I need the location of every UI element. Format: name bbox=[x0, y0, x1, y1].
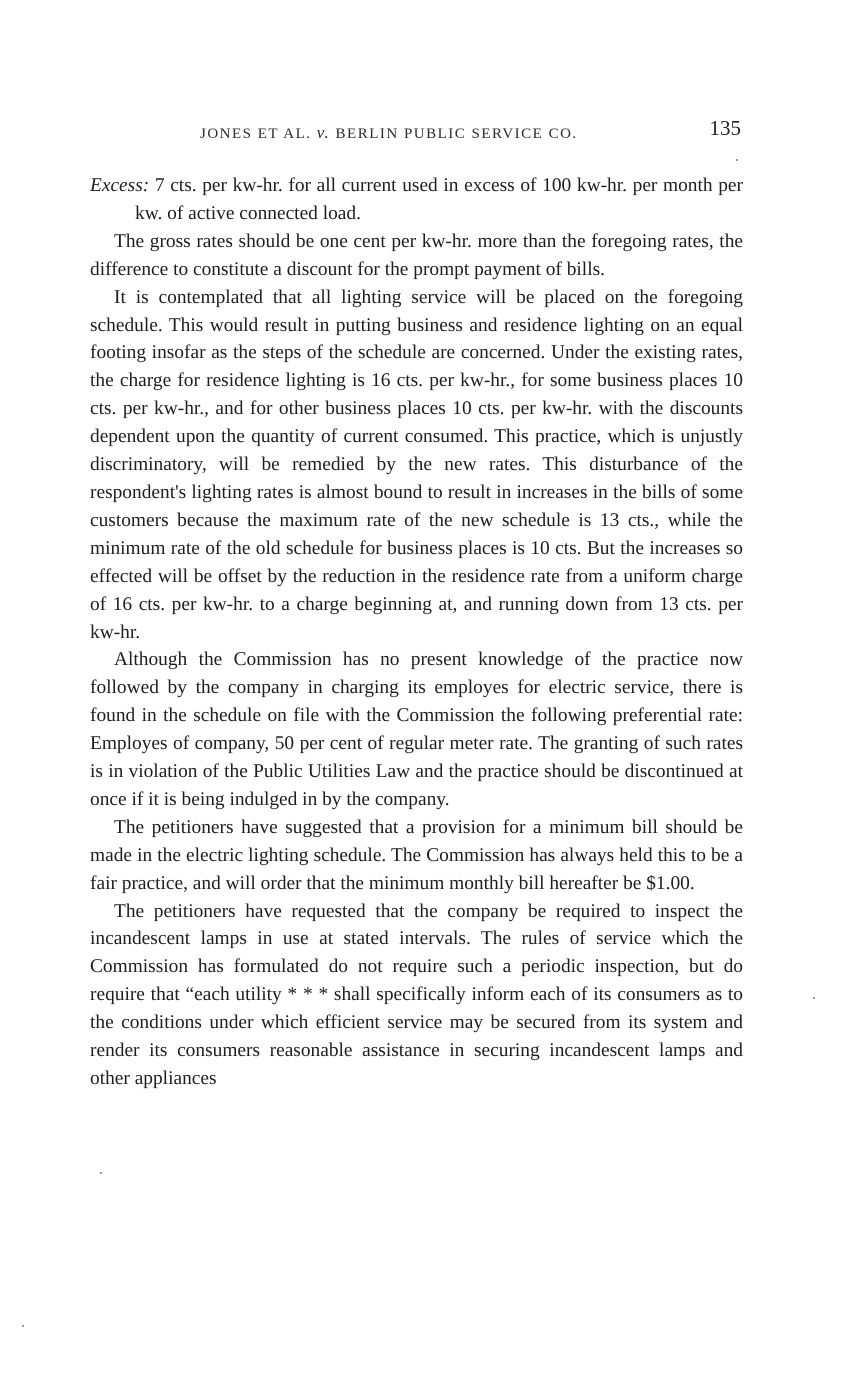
page-number: 135 bbox=[709, 116, 741, 140]
excess-rate-line bbox=[90, 172, 743, 228]
running-title-respondent: BERLIN PUBLIC SERVICE CO. bbox=[330, 126, 578, 142]
paper-speck bbox=[813, 997, 815, 999]
running-title-parties: JONES ET AL. bbox=[200, 126, 317, 142]
paper-speck bbox=[100, 1172, 102, 1174]
running-title-versus: v. bbox=[316, 123, 331, 142]
paragraph-employe-rates: Although the Commission has no present knowledge of the practice now followed by the company in charging its employes for electric service, there is found in the schedule on file with the Commission the following preferential rate: Employes of company, 50 per cent of regular meter rate. The granting of such rates is in violation of the Public Utilities Law and the practice should be discontinued at once if it is being indulged in by the company. bbox=[90, 649, 743, 810]
running-head bbox=[90, 115, 743, 149]
excess-text: 7 cts. per kw-hr. for all current used in excess of 100 kw-hr. per month per kw. of active connected load. bbox=[135, 175, 743, 224]
paragraph-lamp-inspection: The petitioners have requested that the company be required to inspect the incandescent lamps in use at stated intervals. The rules of service which the Commission has formulated do not require such a periodic inspection, but do require that “each utility * * * shall specifically inform each of its consumers as to the conditions under which efficient service may be secured from its system and render its consumers reasonable assistance in securing incandescent lamps and other appliances bbox=[90, 900, 743, 1089]
paper-speck bbox=[22, 1325, 24, 1327]
paragraph-gross-rates: The gross rates should be one cent per kw-hr. more than the foregoing rates, the difference to constitute a discount for the prompt payment of bills. bbox=[90, 230, 743, 280]
paper-speck bbox=[736, 159, 738, 161]
running-title bbox=[200, 123, 578, 143]
body-text bbox=[90, 172, 743, 1093]
excess-label: Excess: bbox=[90, 175, 150, 196]
paragraph-lighting-schedule: It is contemplated that all lighting service will be placed on the foregoing schedule. This would result in putting business and residence lighting on an equal footing insofar as the steps of the schedule are concerned. Under the existing rates, the charge for residence lighting is 16 cts. per kw-hr., for some business places 10 cts. per kw-hr., and for other business places 10 cts. per kw-hr. with the discounts dependent upon the quantity of current consumed. This practice, which is unjustly discriminatory, will be remedied by the new rates. This disturbance of the respondent's lighting rates is almost bound to result in increases in the bills of some customers because the maximum rate of the new schedule is 13 cts., while the minimum rate of the old schedule for business places is 10 cts. But the increases so effected will be offset by the reduction in the residence rate from a uniform charge of 16 cts. per kw-hr. to a charge beginning at, and running down from 13 cts. per kw-hr. bbox=[90, 286, 743, 643]
paragraph-minimum-bill: The petitioners have suggested that a provision for a minimum bill should be made in the electric lighting schedule. The Commission has always held this to be a fair practice, and will order that the minimum monthly bill hereafter be $1.00. bbox=[90, 816, 743, 894]
